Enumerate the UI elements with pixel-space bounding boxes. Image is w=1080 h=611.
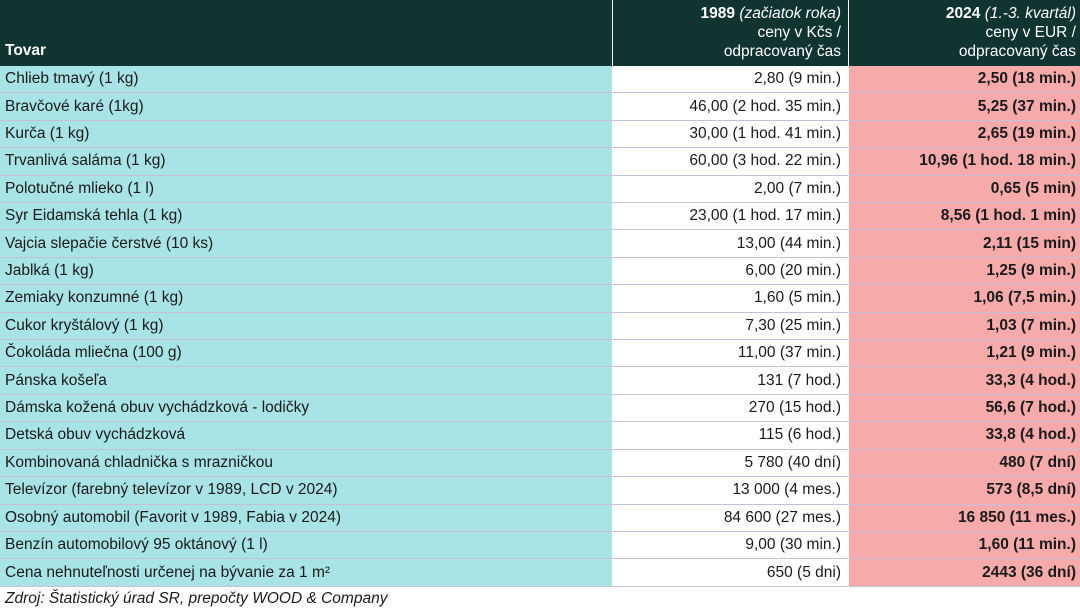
- cell-item: Syr Eidamská tehla (1 kg): [0, 203, 612, 230]
- cell-1989: 84 600 (27 mes.): [612, 505, 848, 532]
- cell-2024: 1,06 (7,5 min.): [848, 285, 1080, 312]
- cell-1989: 115 (6 hod.): [612, 422, 848, 449]
- table-body: [0, 66, 1080, 587]
- cell-2024: 5,25 (37 min.): [848, 93, 1080, 120]
- cell-1989: 7,30 (25 min.): [612, 313, 848, 340]
- header-item-column: [0, 0, 612, 66]
- header-2024-year: 2024: [945, 5, 981, 22]
- header-2024-column: [848, 0, 1080, 66]
- cell-item: Jablká (1 kg): [0, 258, 612, 285]
- cell-1989: 1,60 (5 min.): [612, 285, 848, 312]
- cell-2024: 33,3 (4 hod.): [848, 367, 1080, 394]
- header-1989-column: [612, 0, 848, 66]
- table-row: [0, 230, 1080, 257]
- cell-1989: 30,00 (1 hod. 41 min.): [612, 121, 848, 148]
- table-row: [0, 285, 1080, 312]
- header-item-label: Tovar: [5, 42, 47, 59]
- cell-1989: 9,00 (30 min.): [612, 532, 848, 559]
- cell-2024: 10,96 (1 hod. 18 min.): [848, 148, 1080, 175]
- table-row: [0, 121, 1080, 148]
- table-row: [0, 532, 1080, 559]
- cell-2024: 2,50 (18 min.): [848, 66, 1080, 93]
- cell-item: Televízor (farebný televízor v 1989, LCD v 2024): [0, 477, 612, 504]
- cell-2024: 1,60 (11 min.): [848, 532, 1080, 559]
- table-row: [0, 477, 1080, 504]
- cell-item: Detská obuv vychádzková: [0, 422, 612, 449]
- cell-item: Cukor kryštálový (1 kg): [0, 313, 612, 340]
- cell-1989: 13 000 (4 mes.): [612, 477, 848, 504]
- cell-2024: 480 (7 dní): [848, 450, 1080, 477]
- table-row: [0, 258, 1080, 285]
- cell-item: Trvanlivá saláma (1 kg): [0, 148, 612, 175]
- cell-2024: 1,03 (7 min.): [848, 313, 1080, 340]
- cell-item: Dámska kožená obuv vychádzková - lodičky: [0, 395, 612, 422]
- cell-item: Kombinovaná chladnička s mrazničkou: [0, 450, 612, 477]
- cell-2024: 56,6 (7 hod.): [848, 395, 1080, 422]
- header-2024-line3: odpracovaný čas: [958, 43, 1076, 60]
- cell-2024: 1,25 (9 min.): [848, 258, 1080, 285]
- cell-1989: 60,00 (3 hod. 22 min.): [612, 148, 848, 175]
- cell-item: Zemiaky konzumné (1 kg): [0, 285, 612, 312]
- cell-2024: 0,65 (5 min): [848, 176, 1080, 203]
- table-row: [0, 395, 1080, 422]
- cell-item: Chlieb tmavý (1 kg): [0, 66, 612, 93]
- cell-1989: 11,00 (37 min.): [612, 340, 848, 367]
- cell-2024: 1,21 (9 min.): [848, 340, 1080, 367]
- header-1989-note: (začiatok roka): [739, 5, 841, 22]
- cell-2024: 573 (8,5 dní): [848, 477, 1080, 504]
- cell-2024: 2,65 (19 min.): [848, 121, 1080, 148]
- cell-1989: 2,00 (7 min.): [612, 176, 848, 203]
- table-row: [0, 93, 1080, 120]
- header-1989-line3: odpracovaný čas: [723, 43, 841, 60]
- cell-item: Benzín automobilový 95 oktánový (1 l): [0, 532, 612, 559]
- cell-1989: 5 780 (40 dní): [612, 450, 848, 477]
- cell-2024: 33,8 (4 hod.): [848, 422, 1080, 449]
- header-1989-line2: ceny v Kčs /: [757, 24, 841, 41]
- cell-1989: 13,00 (44 min.): [612, 230, 848, 257]
- cell-1989: 2,80 (9 min.): [612, 66, 848, 93]
- cell-2024: 2,11 (15 min): [848, 230, 1080, 257]
- cell-1989: 6,00 (20 min.): [612, 258, 848, 285]
- cell-1989: 131 (7 hod.): [612, 367, 848, 394]
- table-row: [0, 559, 1080, 586]
- cell-item: Cena nehnuteľnosti určenej na bývanie za 1 m²: [0, 559, 612, 586]
- table-row: [0, 66, 1080, 93]
- cell-item: Vajcia slepačie čerstvé (10 ks): [0, 230, 612, 257]
- header-2024-note: (1.-3. kvartál): [984, 5, 1076, 22]
- cell-1989: 650 (5 dni): [612, 559, 848, 586]
- table-row: [0, 203, 1080, 230]
- cell-2024: 2443 (36 dní): [848, 559, 1080, 586]
- table-row: [0, 176, 1080, 203]
- table-row: [0, 505, 1080, 532]
- table-row: [0, 340, 1080, 367]
- header-1989-year: 1989: [700, 5, 736, 22]
- cell-1989: 46,00 (2 hod. 35 min.): [612, 93, 848, 120]
- cell-1989: 270 (15 hod.): [612, 395, 848, 422]
- cell-item: Osobný automobil (Favorit v 1989, Fabia v 2024): [0, 505, 612, 532]
- table-header: [0, 0, 1080, 66]
- table-row: [0, 313, 1080, 340]
- source-note: Zdroj: Štatistický úrad SR, prepočty WOOD & Company: [5, 590, 388, 607]
- table-row: [0, 367, 1080, 394]
- cell-item: Bravčové karé (1kg): [0, 93, 612, 120]
- cell-2024: 16 850 (11 mes.): [848, 505, 1080, 532]
- cell-item: Pánska košeľa: [0, 367, 612, 394]
- header-2024-line2: ceny v EUR /: [985, 24, 1076, 41]
- cell-item: Čokoláda mliečna (100 g): [0, 340, 612, 367]
- table-row: [0, 148, 1080, 175]
- cell-item: Polotučné mlieko (1 l): [0, 176, 612, 203]
- table-row: [0, 450, 1080, 477]
- cell-2024: 8,56 (1 hod. 1 min): [848, 203, 1080, 230]
- table-row: [0, 422, 1080, 449]
- cell-item: Kurča (1 kg): [0, 121, 612, 148]
- cell-1989: 23,00 (1 hod. 17 min.): [612, 203, 848, 230]
